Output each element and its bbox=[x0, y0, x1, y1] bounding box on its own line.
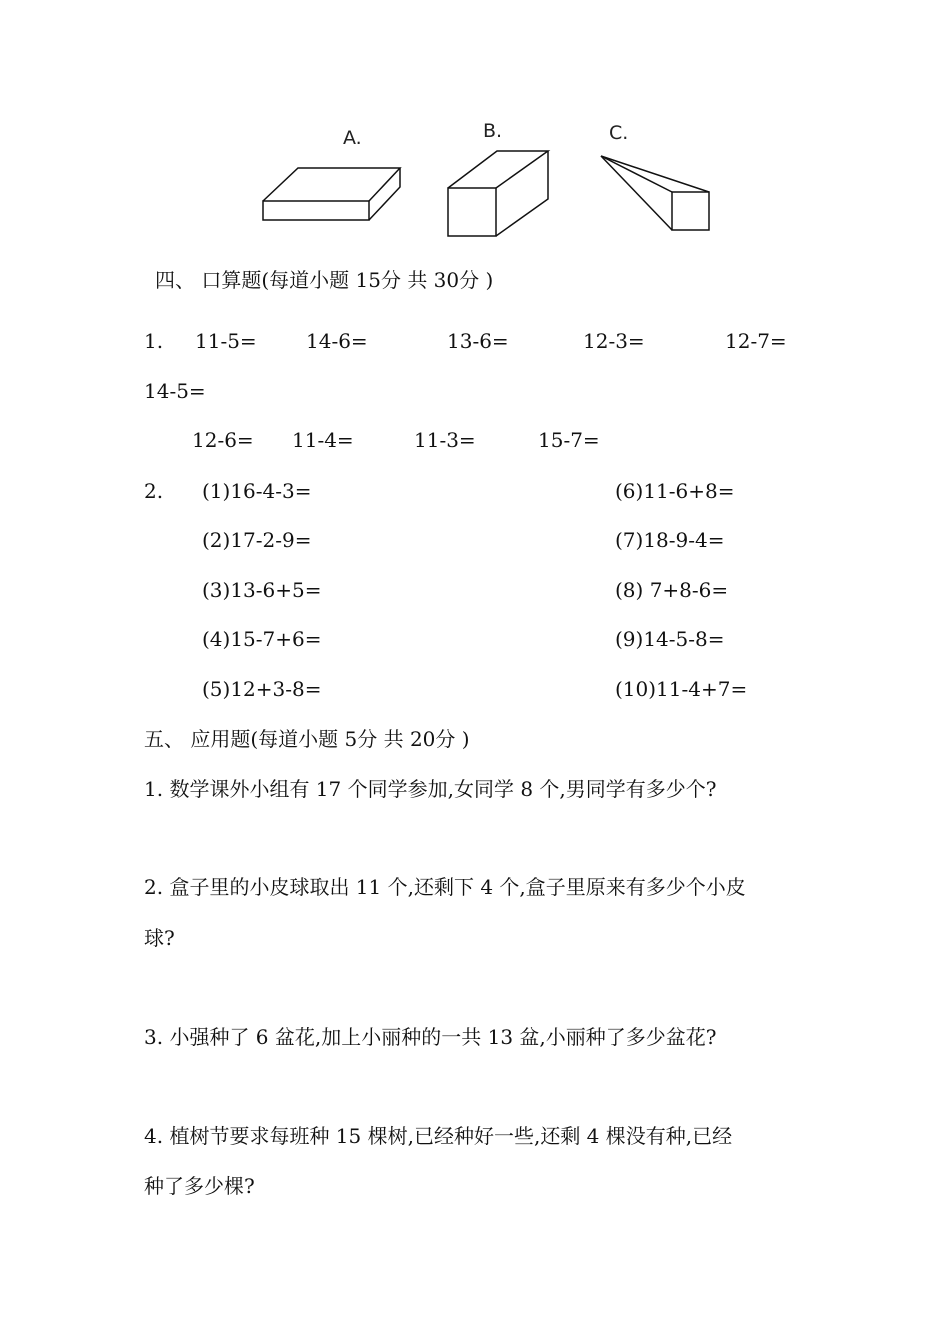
q2-number: 2. bbox=[144, 479, 164, 503]
q1-item: 14-6= bbox=[306, 329, 368, 353]
q2-item: (1)16-4-3= bbox=[202, 479, 312, 503]
q2-item: (9)14-5-8= bbox=[615, 627, 725, 651]
section4-heading: 四、 口算题(每道小题 15分 共 30分 ) bbox=[155, 268, 494, 292]
figure-a-flat-cuboid bbox=[263, 168, 400, 220]
figure-b-label: B. bbox=[483, 120, 503, 142]
q2-item: (5)12+3-8= bbox=[202, 677, 322, 701]
q1-item: 11-3= bbox=[414, 428, 476, 452]
q1-item: 12-7= bbox=[725, 329, 787, 353]
q1-item: 12-3= bbox=[583, 329, 645, 353]
section5-heading: 五、 应用题(每道小题 5分 共 20分 ) bbox=[144, 727, 470, 751]
solid-shapes-figure bbox=[0, 0, 950, 300]
word-problem-2-line1: 2. 盒子里的小皮球取出 11 个,还剩下 4 个,盒子里原来有多少个小皮 bbox=[144, 875, 746, 899]
figure-b-cuboid bbox=[448, 151, 548, 236]
figure-c-pyramid bbox=[601, 156, 709, 230]
q2-item: (10)11-4+7= bbox=[615, 677, 748, 701]
q2-item: (3)13-6+5= bbox=[202, 578, 322, 602]
q1-item: 12-6= bbox=[192, 428, 254, 452]
q1-item: 14-5= bbox=[144, 379, 206, 403]
word-problem-2-line2: 球? bbox=[144, 926, 175, 950]
figure-c-label: C. bbox=[609, 122, 629, 144]
q1-item: 11-5= bbox=[195, 329, 257, 353]
word-problem-1: 1. 数学课外小组有 17 个同学参加,女同学 8 个,男同学有多少个? bbox=[144, 777, 717, 801]
word-problem-3: 3. 小强种了 6 盆花,加上小丽种的一共 13 盆,小丽种了多少盆花? bbox=[144, 1025, 717, 1049]
q2-item: (4)15-7+6= bbox=[202, 627, 322, 651]
q2-item: (2)17-2-9= bbox=[202, 528, 312, 552]
q2-item: (7)18-9-4= bbox=[615, 528, 725, 552]
figure-a-label: A. bbox=[343, 127, 362, 149]
q2-item: (8) 7+8-6= bbox=[615, 578, 729, 602]
word-problem-4-line1: 4. 植树节要求每班种 15 棵树,已经种好一些,还剩 4 棵没有种,已经 bbox=[144, 1124, 733, 1148]
q1-item: 11-4= bbox=[292, 428, 354, 452]
q1-number: 1. bbox=[144, 329, 164, 353]
q2-item: (6)11-6+8= bbox=[615, 479, 735, 503]
word-problem-4-line2: 种了多少棵? bbox=[144, 1174, 255, 1198]
q1-item: 15-7= bbox=[538, 428, 600, 452]
q1-item: 13-6= bbox=[447, 329, 509, 353]
